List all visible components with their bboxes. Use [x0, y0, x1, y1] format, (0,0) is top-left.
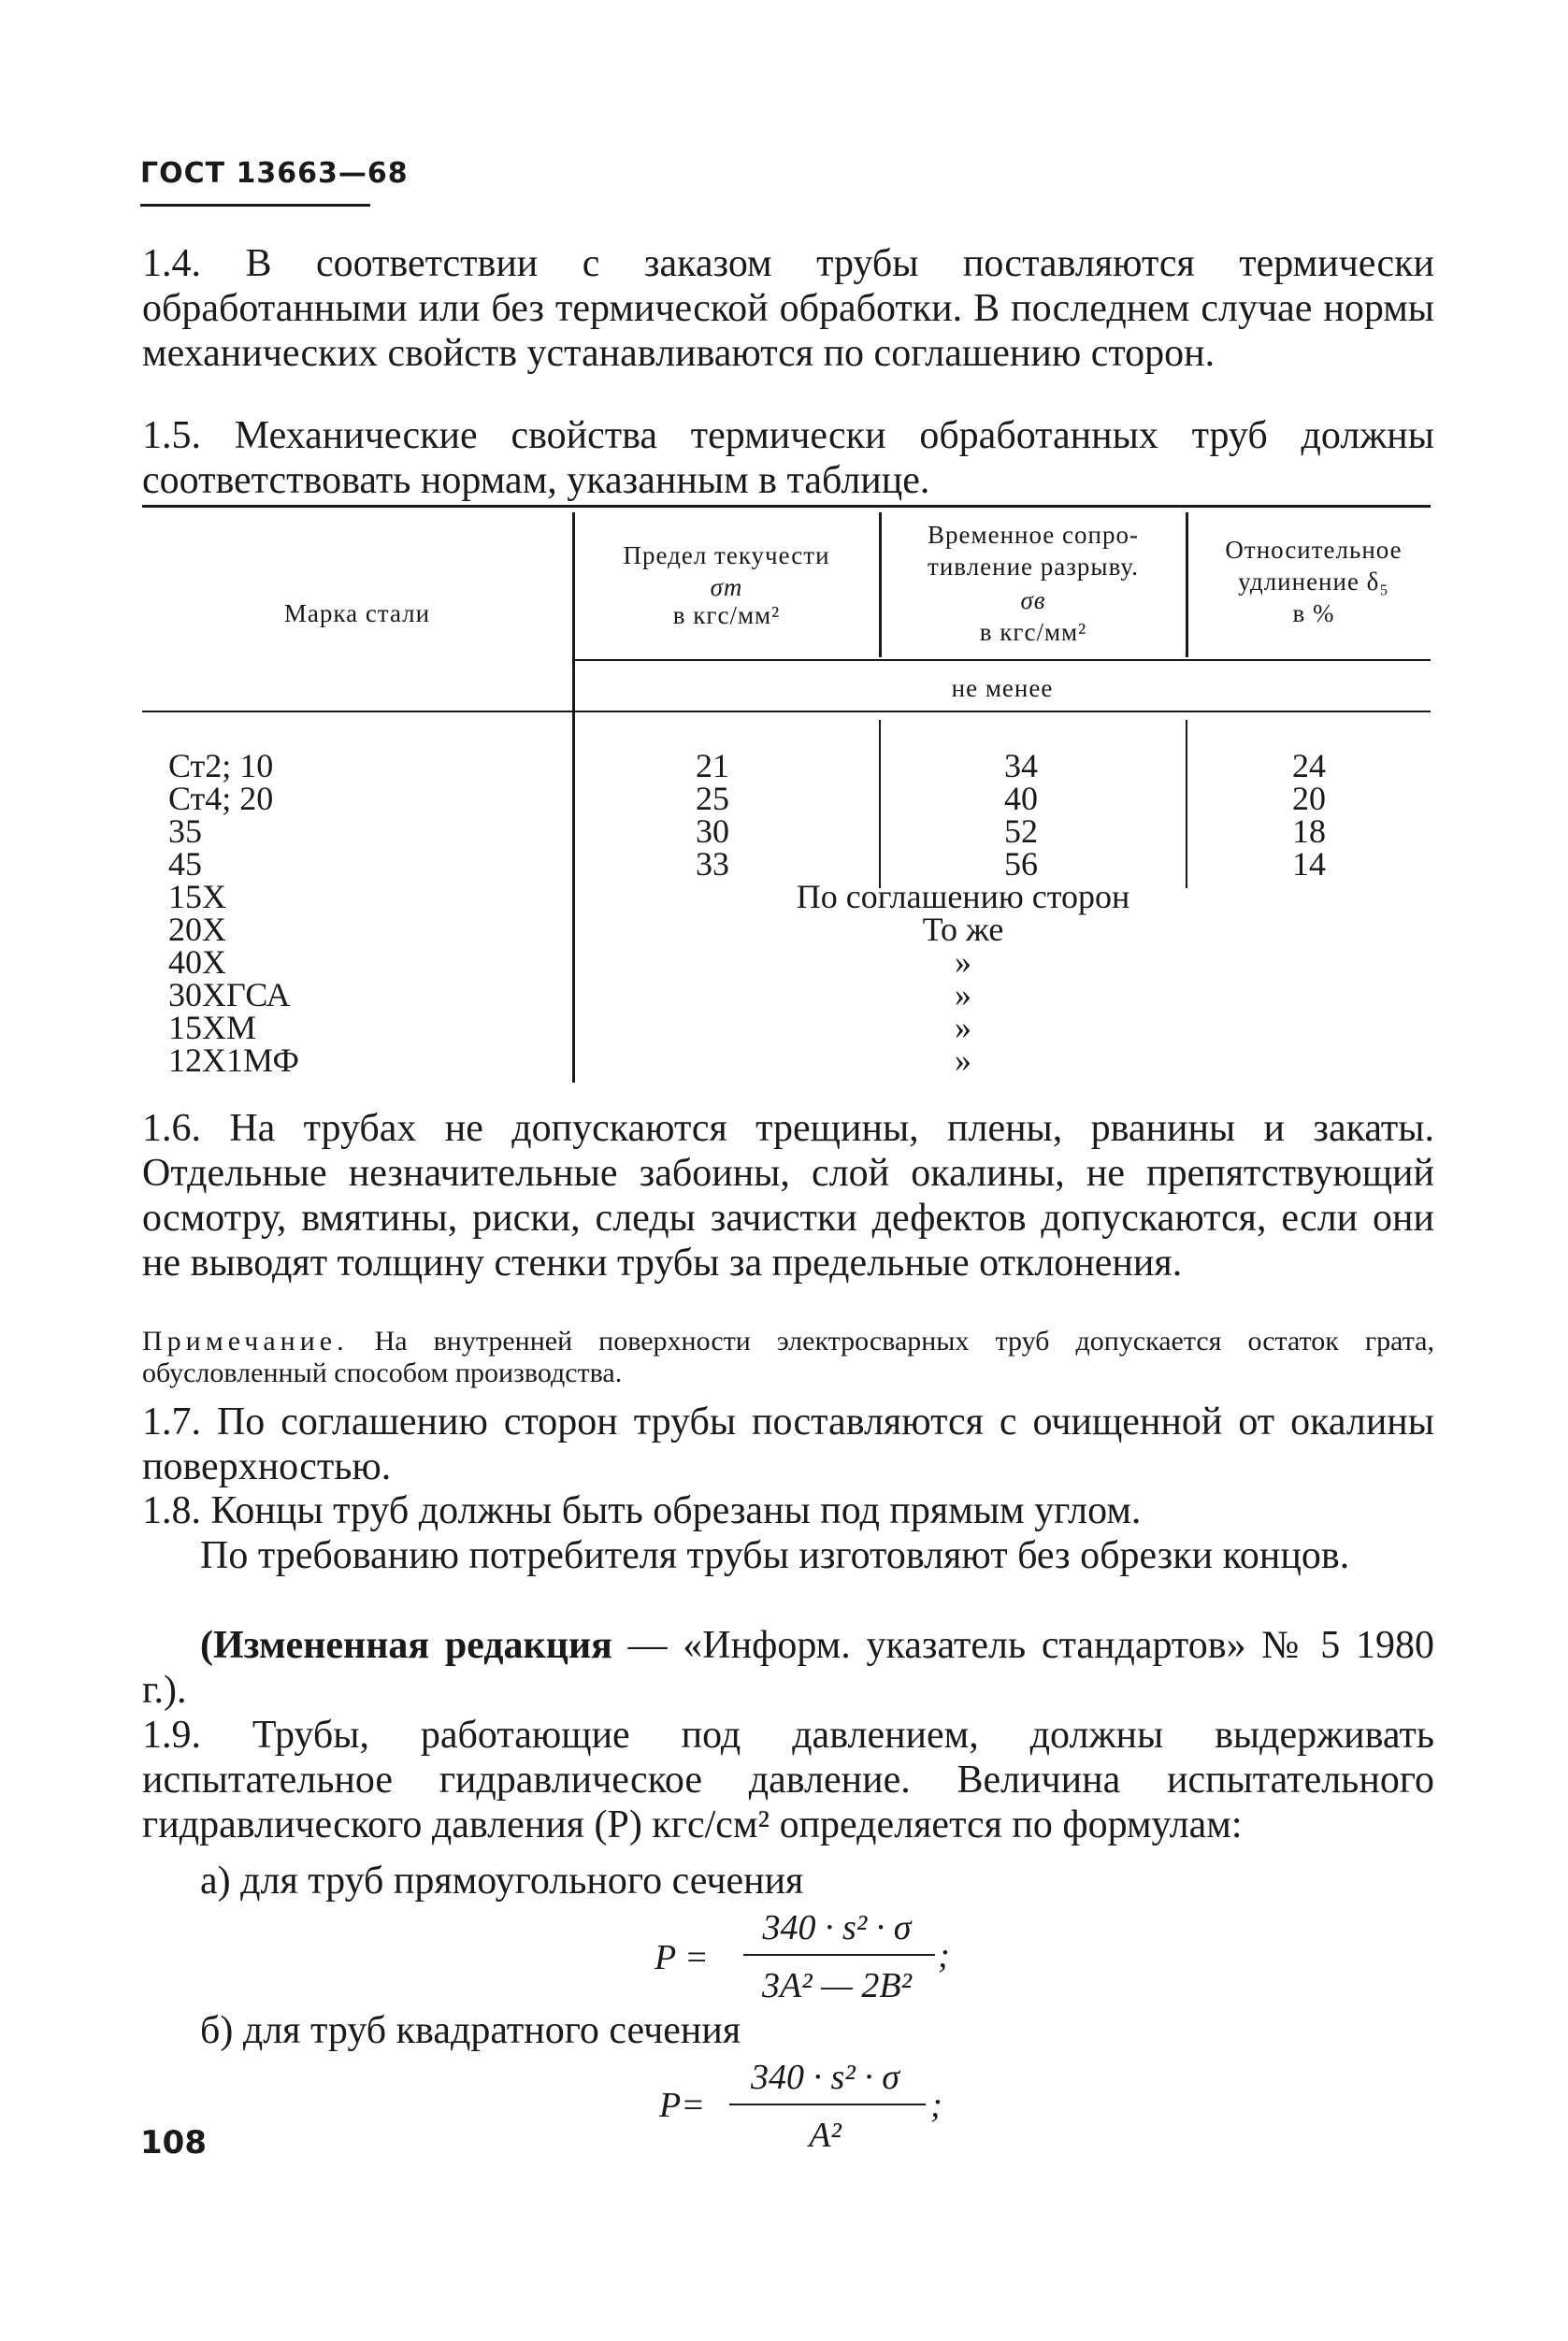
formula-b-denominator: A² [809, 2116, 842, 2155]
header-elongation-line1: Относительное [1225, 536, 1403, 564]
elongation-value: 18 [1292, 812, 1326, 850]
steel-grade: 15Х [168, 878, 226, 915]
yield-value: 33 [696, 845, 729, 883]
table-divider-yield [879, 512, 882, 657]
note-text: На внутренней поверхности электросварных труб допускается остаток грата, обусловленный способом производства. [142, 1326, 1434, 1388]
yield-value: 21 [696, 747, 729, 784]
formula-a-end: ; [938, 1936, 950, 1975]
table-divider-tensile [1186, 512, 1188, 657]
steel-grade: 45 [168, 845, 202, 883]
paragraph-1-8-b: По требованию потребителя трубы изготовляют без обрезки концов. [200, 1534, 1350, 1577]
case-b: б) для труб квадратного сечения [200, 2009, 741, 2052]
header-not-less: не менее [951, 674, 1054, 702]
elongation-value: 20 [1292, 780, 1326, 817]
steel-grade: 40Х [168, 943, 226, 981]
case-a: а) для труб прямоугольного сечения [200, 1860, 804, 1903]
header-yield-line1: Предел текучести [623, 541, 830, 569]
ditto-row: » [955, 943, 971, 981]
table-head-rule [142, 711, 1431, 712]
steel-grade: 15ХМ [168, 1009, 257, 1046]
table-divider-steel [572, 512, 575, 1083]
header-tensile-line2: тивление разрыву. [928, 553, 1139, 581]
tensile-value: 52 [1004, 812, 1038, 850]
agreement-row: По соглашению сторон [796, 878, 1130, 915]
paragraph-1-6: 1.6. На трубах не допускаются трещины, плены, рванины и закаты. Отдельные незначительные забоины, слой окалины, не препятствующий осмотру, вмятины, риски, следы зачистки дефектов допускаются, если они не выводят толщину стенки трубы за предельные отклонения. [142, 1107, 1434, 1285]
header-elongation-line2: удлинение δ₅ [1238, 567, 1389, 596]
formula-b-fraction-bar [729, 2104, 926, 2105]
paragraph-1-7: 1.7. По соглашению сторон трубы поставляются с очищенной от окалины поверхностью. [142, 1400, 1434, 1488]
steel-grade: Ст4; 20 [168, 780, 274, 817]
paragraph-1-9: 1.9. Трубы, работающие под давлением, должны выдерживать испытательное гидравлическое давление. Величина испытательного гидравлического давления (P) кгс/см² определяется по формулам: [142, 1714, 1434, 1846]
amendment-rest: — «Информ. указатель стандартов» № 5 1980 г.). [142, 1624, 1434, 1712]
table-mid-rule [574, 659, 1431, 661]
steel-grade: 35 [168, 812, 202, 850]
steel-grade: Ст2; 10 [168, 747, 274, 784]
tensile-value: 34 [1004, 747, 1038, 784]
formula-a-lhs: P = [655, 1938, 709, 1977]
amendment-bold: (Измененная редакция [200, 1624, 612, 1667]
header-tensile-unit: в кгс/мм² [979, 618, 1087, 646]
table-body-divider-1 [879, 720, 881, 888]
elongation-value: 14 [1292, 845, 1326, 883]
paragraph-1-5: 1.5. Механические свойства термически обработанных труб должны соответствовать нормам, указанным в таблице. [142, 414, 1434, 502]
note [142, 1326, 1434, 1389]
steel-grade: 30ХГСА [168, 976, 291, 1013]
ditto-row: » [955, 1041, 971, 1079]
header-underline [140, 204, 370, 207]
formula-b-numerator: 340 · s² · σ [751, 2058, 899, 2097]
ditto-row: » [955, 976, 971, 1013]
steel-grade: 20Х [168, 911, 226, 948]
formula-a-denominator: 3A² — 2B² [762, 1966, 912, 2005]
formula-a-numerator: 340 · s² · σ [762, 1908, 912, 1947]
formula-b-lhs: P= [659, 2086, 705, 2125]
formula-b-end: ; [930, 2086, 942, 2125]
header-tensile-symbol: σв [1020, 586, 1046, 614]
header-yield-unit: в кгс/мм² [672, 601, 781, 629]
tensile-value: 56 [1004, 845, 1038, 883]
header-tensile-line1: Временное сопро- [928, 521, 1139, 549]
tensile-value: 40 [1004, 780, 1038, 817]
amendment-note [142, 1623, 1434, 1713]
table-body-divider-2 [1186, 720, 1187, 888]
header-elongation-unit: в % [1292, 599, 1335, 627]
header-yield-symbol: σт [710, 573, 743, 601]
note-label: Примечание. [142, 1326, 349, 1357]
paragraph-1-4: 1.4. В соответствии с заказом трубы поставляются термически обработанными или без термической обработки. В последнем случае нормы механических свойств устанавливаются по соглашению сторон. [142, 242, 1434, 375]
paragraph-1-8: 1.8. Концы труб должны быть обрезаны под прямым углом. [142, 1489, 1142, 1532]
standard-header: ГОСТ 13663—68 [140, 157, 409, 190]
ditto-row: » [955, 1009, 971, 1046]
header-steel-grade: Марка стали [283, 599, 431, 627]
yield-value: 30 [696, 812, 729, 850]
formula-a-fraction-bar [743, 1954, 935, 1956]
elongation-value: 24 [1292, 747, 1326, 784]
page-number: 108 [140, 2124, 207, 2161]
yield-value: 25 [696, 780, 729, 817]
steel-grade: 12Х1МФ [168, 1041, 299, 1079]
table-top-rule [142, 505, 1431, 508]
same-row: То же [922, 911, 1004, 948]
